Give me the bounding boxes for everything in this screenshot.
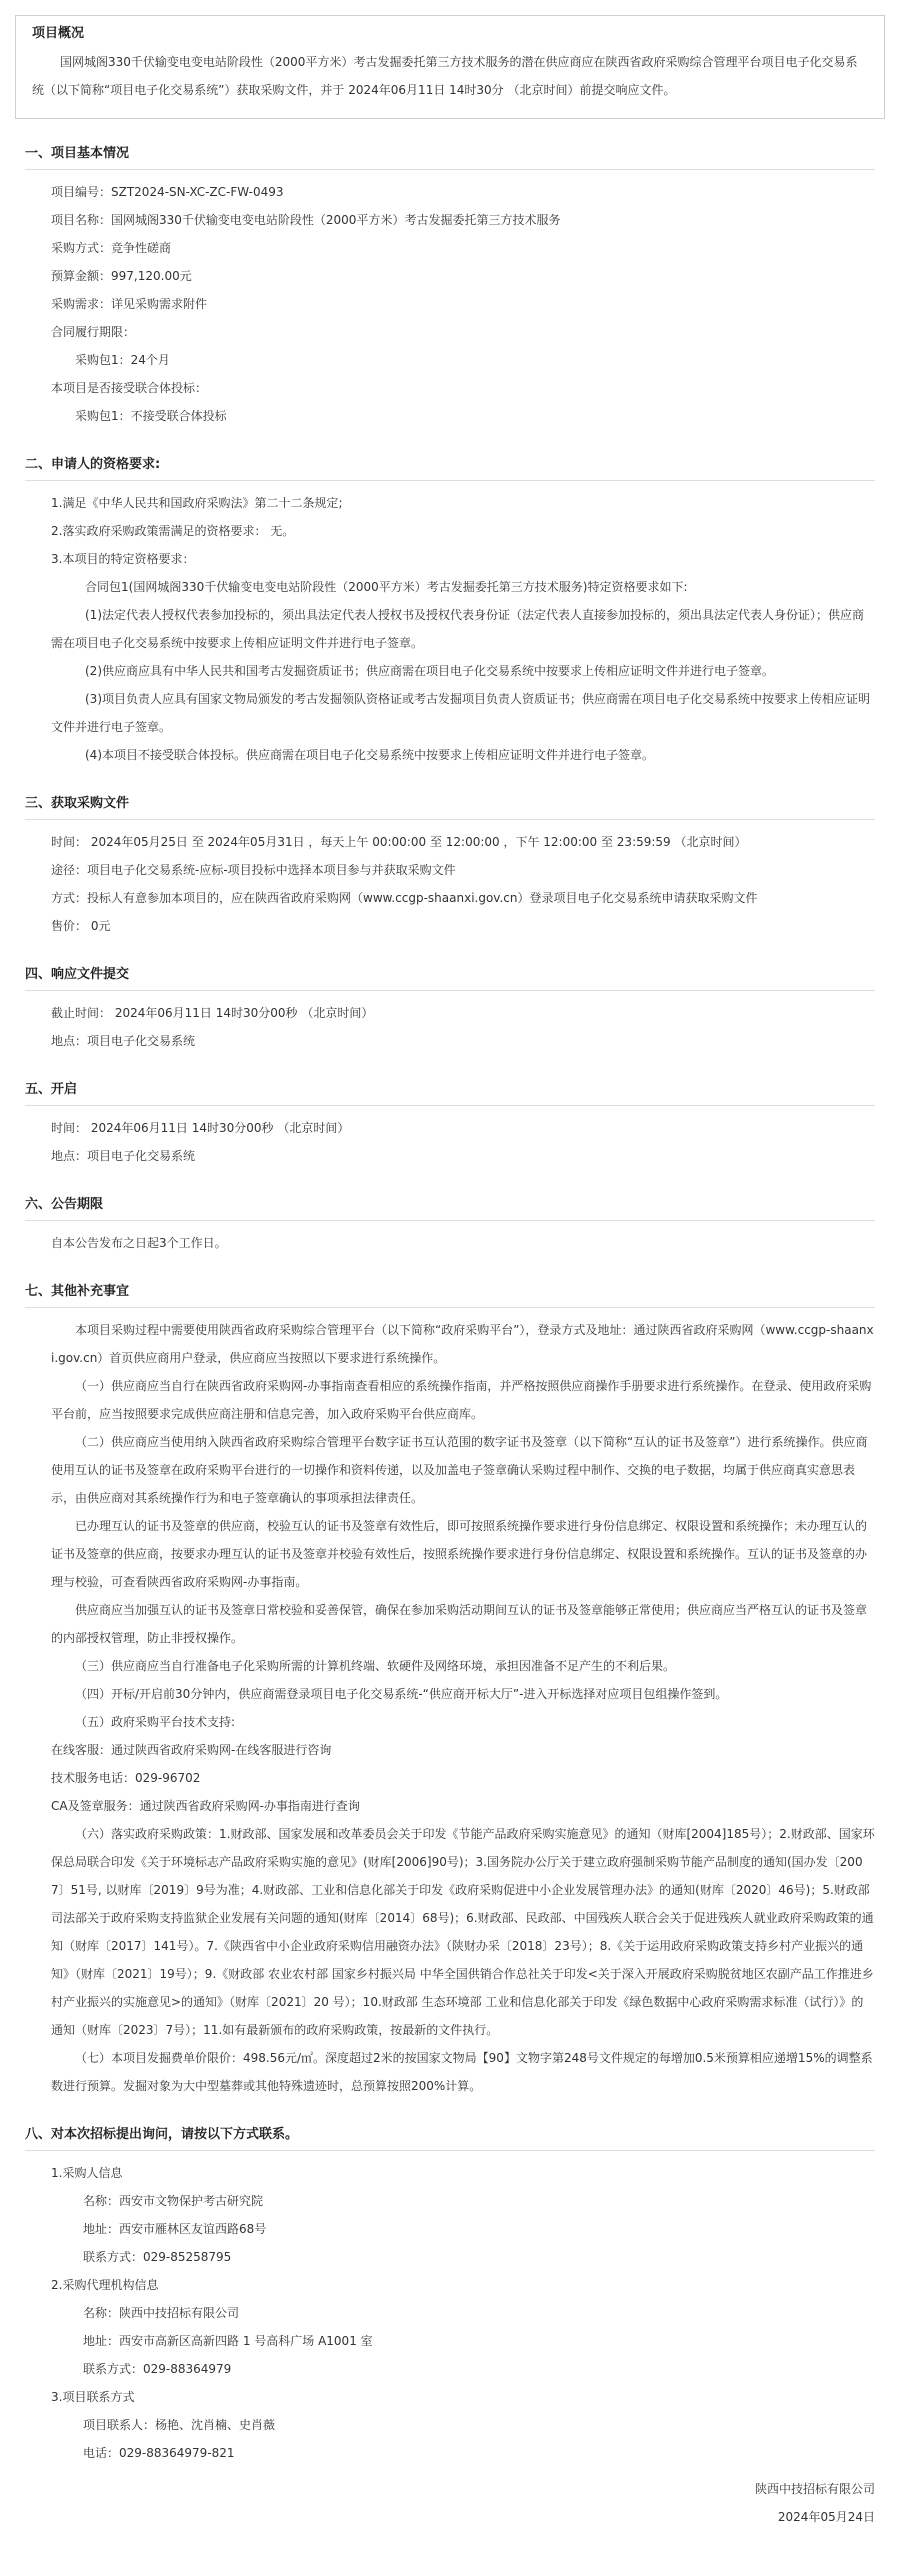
qualification-item: 1.满足《中华人民共和国政府采购法》第二十二条规定; xyxy=(51,495,343,510)
section-title: 七、其他补充事宜 xyxy=(25,1283,130,1299)
section-qualification xyxy=(15,452,885,769)
contract-period-label: 合同履行期限： xyxy=(51,324,136,339)
other-paragraph: （五）政府采购平台技术支持: xyxy=(75,1714,236,1729)
section-title: 五、开启 xyxy=(25,1081,78,1097)
section-submission xyxy=(15,962,885,1055)
divider xyxy=(25,169,875,170)
tech-phone: 技术服务电话：029-96702 xyxy=(51,1770,201,1785)
qualification-item: (2)供应商应具有中华人民共和国考古发掘资质证书；供应商需在项目电子化交易系统中按要求上传相应证明文件并进行电子签章。 xyxy=(85,663,775,678)
project-number: 项目编号：SZT2024-SN-XC-ZC-FW-0493 xyxy=(51,184,284,199)
qualification-item: (1)法定代表人授权代表参加投标的，须出具法定代表人授权书及授权代表身份证（法定代表人直接参加投标的，须出具法定代表人身份证）；供应商需在项目电子化交易系统中按要求上传相应证明文件并进行电子签章。 xyxy=(51,607,865,650)
section-title: 八、对本次招标提出询问，请按以下方式联系。 xyxy=(25,2126,299,2142)
section-title: 六、公告期限 xyxy=(25,1196,104,1212)
consortium-value: 采购包1：不接受联合体投标 xyxy=(75,408,227,423)
purchaser-heading: 1.采购人信息 xyxy=(51,2165,123,2180)
qualification-item: (4)本项目不接受联合体投标。供应商需在项目电子化交易系统中按要求上传相应证明文件并进行电子签章。 xyxy=(85,747,655,762)
divider xyxy=(25,990,875,991)
purchaser-phone: 联系方式：029-85258795 xyxy=(83,2249,232,2264)
price-limit-paragraph: （七）本项目发掘费单价限价：498.56元/㎡。深度超过2米的按国家文物局【90】文物字第248号文件规定的每增加0.5米预算相应递增15%的调整系数进行预算。发掘对象为大中型墓葬或其他特殊遗迹时，总预算按照200%计算。 xyxy=(51,2050,873,2093)
opening-location: 地点：项目电子化交易系统 xyxy=(51,1148,196,1163)
agency-heading: 2.采购代理机构信息 xyxy=(51,2277,159,2292)
submission-deadline: 截止时间： 2024年06月11日 14时30分00秒 （北京时间） xyxy=(51,1005,374,1020)
section-contact xyxy=(15,2122,885,2467)
announcement xyxy=(15,15,885,2531)
other-paragraph: 供应商应当加强互认的证书及签章日常校验和妥善保管，确保在参加采购活动期间互认的证书及签章能够正常使用；供应商应当严格互认的证书及签章的内部授权管理，防止非授权操作。 xyxy=(51,1602,868,1645)
ca-service: CA及签章服务：通过陕西省政府采购网-办事指南进行查询 xyxy=(51,1798,360,1813)
other-paragraph: （四）开标/开启前30分钟内，供应商需登录项目电子化交易系统-“供应商开标大厅”-进入开标选择对应项目包组操作签到。 xyxy=(75,1686,728,1701)
agency-phone: 联系方式：029-88364979 xyxy=(83,2361,232,2376)
section-title: 一、项目基本情况 xyxy=(25,145,130,161)
other-paragraph: 已办理互认的证书及签章的供应商，校验互认的证书及签章有效性后，即可按照系统操作要求进行身份信息绑定、权限设置和系统操作；未办理互认的证书及签章的供应商，按要求办理互认的证书及签章并校验有效性后，按照系统操作要求进行身份信息绑定、权限设置和系统操作。互认的证书及签章的办理与校验，可查看陕西省政府采购网-办事指南。 xyxy=(51,1518,868,1589)
project-name: 项目名称：国网城阁330千伏输变电变电站阶段性（2000平方米）考古发掘委托第三方技术服务 xyxy=(51,212,561,227)
divider xyxy=(25,2150,875,2151)
document-method: 方式：投标人有意参加本项目的，应在陕西省政府采购网（www.ccgp-shaanxi.gov.cn）登录项目电子化交易系统申请获取采购文件 xyxy=(51,890,758,905)
other-paragraph: （二）供应商应当使用纳入陕西省政府采购综合管理平台数字证书互认范围的数字证书及签章（以下简称“互认的证书及签章”）进行系统操作。供应商使用互认的证书及签章在政府采购平台进行的一切操作和资料传递，以及加盖电子签章确认采购过程中制作、交换的电子数据，均属于供应商真实意思表示，由供应商对其系统操作行为和电子签章确认的事项承担法律责任。 xyxy=(51,1434,868,1505)
policy-paragraph: （六）落实政府采购政策：1.财政部、国家发展和改革委员会关于印发《节能产品政府采购实施意见》的通知（财库[2004]185号）；2.财政部、国家环保总局联合印发《关于环境标志产品政府采购实施的意见》(财库[2006]90号)；3.国务院办公厅关于建立政府强制采购节能产品制度的通知(国办发〔2007〕51号, 以财库〔2019〕9号为准；4.财政部、工业和信息化部关于印发《政府采购促进中小企业发展管理办法》的通知(财库〔2020〕46号)；5.财政部 司法部关于政府采购支持监狱企业发展有关问题的通知(财库〔2014〕68号)；6.财政部、民政部、中国残疾人联合会关于促进残疾人就业政府采购政策的通知（财库〔2017〕141号）。7.《陕西省中小企业政府采购信用融资办法》（陕财办采〔2018〕23号）；8.《关于运用政府采购政策支持乡村产业振兴的通知》（财库〔2021〕19号）；9.《财政部 农业农村部 国家乡村振兴局 中华全国供销合作总社关于印发<关于深入开展政府采购脱贫地区农副产品工作推进乡村产业振兴的实施意见>的通知》（财库〔2021〕20 号）；10.财政部 生态环境部 工业和信息化部关于印发《绿色数据中心政府采购需求标准（试行）》的通知（财库〔2023〕7号）；11.如有最新颁布的政府采购政策，按最新的文件执行。 xyxy=(51,1826,875,2037)
document-time: 时间： 2024年05月25日 至 2024年05月31日 ，每天上午 00:00:00 至 12:00:00 ，下午 12:00:00 至 23:59:59 （北京时间） xyxy=(51,834,747,849)
project-contact-heading: 3.项目联系方式 xyxy=(51,2389,135,2404)
notice-period-text: 自本公告发布之日起3个工作日。 xyxy=(51,1235,227,1250)
section-get-documents xyxy=(15,791,885,940)
other-paragraph: （三）供应商应当自行准备电子化采购所需的计算机终端、软硬件及网络环境，承担因准备不足产生的不利后果。 xyxy=(75,1658,676,1673)
agency-name: 名称：陕西中技招标有限公司 xyxy=(83,2305,240,2320)
procurement-requirement: 采购需求：详见采购需求附件 xyxy=(51,296,208,311)
other-paragraph: （一）供应商应当自行在陕西省政府采购网-办事指南查看相应的系统操作指南，并严格按照供应商操作手册要求进行系统操作。在登录、使用政府采购平台前，应当按照要求完成供应商注册和信息完善，加入政府采购平台供应商库。 xyxy=(51,1378,872,1421)
divider xyxy=(25,819,875,820)
overview-title: 项目概况 xyxy=(32,26,85,41)
section-other-matters xyxy=(15,1279,885,2100)
project-overview-box xyxy=(15,15,885,119)
section-title: 三、获取采购文件 xyxy=(25,795,130,811)
document-price: 售价： 0元 xyxy=(51,918,111,933)
online-service: 在线客服：通过陕西省政府采购网-在线客服进行咨询 xyxy=(51,1742,332,1757)
agency-address: 地址：西安市高新区高新四路 1 号高科广场 A1001 室 xyxy=(83,2333,373,2348)
divider xyxy=(25,480,875,481)
signature-company: 陕西中技招标有限公司 xyxy=(754,2481,875,2496)
submission-location: 地点：项目电子化交易系统 xyxy=(51,1033,196,1048)
section-title: 四、响应文件提交 xyxy=(25,966,130,982)
divider xyxy=(25,1105,875,1106)
project-contact-phone: 电话：029-88364979-821 xyxy=(83,2445,235,2460)
consortium-label: 本项目是否接受联合体投标： xyxy=(51,380,208,395)
divider xyxy=(25,1220,875,1221)
project-contact-person: 项目联系人：杨艳、沈肖楠、史肖薇 xyxy=(83,2417,276,2432)
overview-text: 国网城阁330千伏输变电变电站阶段性（2000平方米）考古发掘委托第三方技术服务的潜在供应商应在陕西省政府采购综合管理平台项目电子化交易系统（以下简称“项目电子化交易系统”）获取采购文件，并于 2024年06月11日 14时30分 （北京时间）前提交响应文件。 xyxy=(32,54,858,97)
qualification-item: 2.落实政府采购政策需满足的资格要求： 无。 xyxy=(51,523,295,538)
other-paragraph: 本项目采购过程中需要使用陕西省政府采购综合管理平台（以下简称“政府采购平台”），登录方式及地址：通过陕西省政府采购网（www.ccgp-shaanxi.gov.cn）首页供应商用户登录，供应商应当按照以下要求进行系统操作。 xyxy=(51,1322,874,1365)
qualification-item: 合同包1(国网城阁330千伏输变电变电站阶段性（2000平方米）考古发掘委托第三方技术服务)特定资格要求如下: xyxy=(85,579,688,594)
qualification-item: 3.本项目的特定资格要求： xyxy=(51,551,195,566)
divider xyxy=(25,1307,875,1308)
section-opening xyxy=(15,1077,885,1170)
contract-period-value: 采购包1：24个月 xyxy=(75,352,170,367)
signature-date: 2024年05月24日 xyxy=(777,2509,875,2524)
purchaser-address: 地址：西安市雁林区友谊西路68号 xyxy=(83,2221,267,2236)
section-notice-period xyxy=(15,1192,885,1257)
qualification-item: (3)项目负责人应具有国家文物局颁发的考古发掘领队资格证或考古发掘项目负责人资质证书；供应商需在项目电子化交易系统中按要求上传相应证明文件并进行电子签章。 xyxy=(51,691,871,734)
opening-time: 时间： 2024年06月11日 14时30分00秒 （北京时间） xyxy=(51,1120,350,1135)
procurement-method: 采购方式：竞争性磋商 xyxy=(51,240,172,255)
document-channel: 途径：项目电子化交易系统-应标-项目投标中选择本项目参与并获取采购文件 xyxy=(51,862,456,877)
section-basic-info xyxy=(15,141,885,430)
budget-amount: 预算金额：997,120.00元 xyxy=(51,268,192,283)
purchaser-name: 名称：西安市文物保护考古研究院 xyxy=(83,2193,264,2208)
section-title: 二、申请人的资格要求: xyxy=(25,456,161,472)
